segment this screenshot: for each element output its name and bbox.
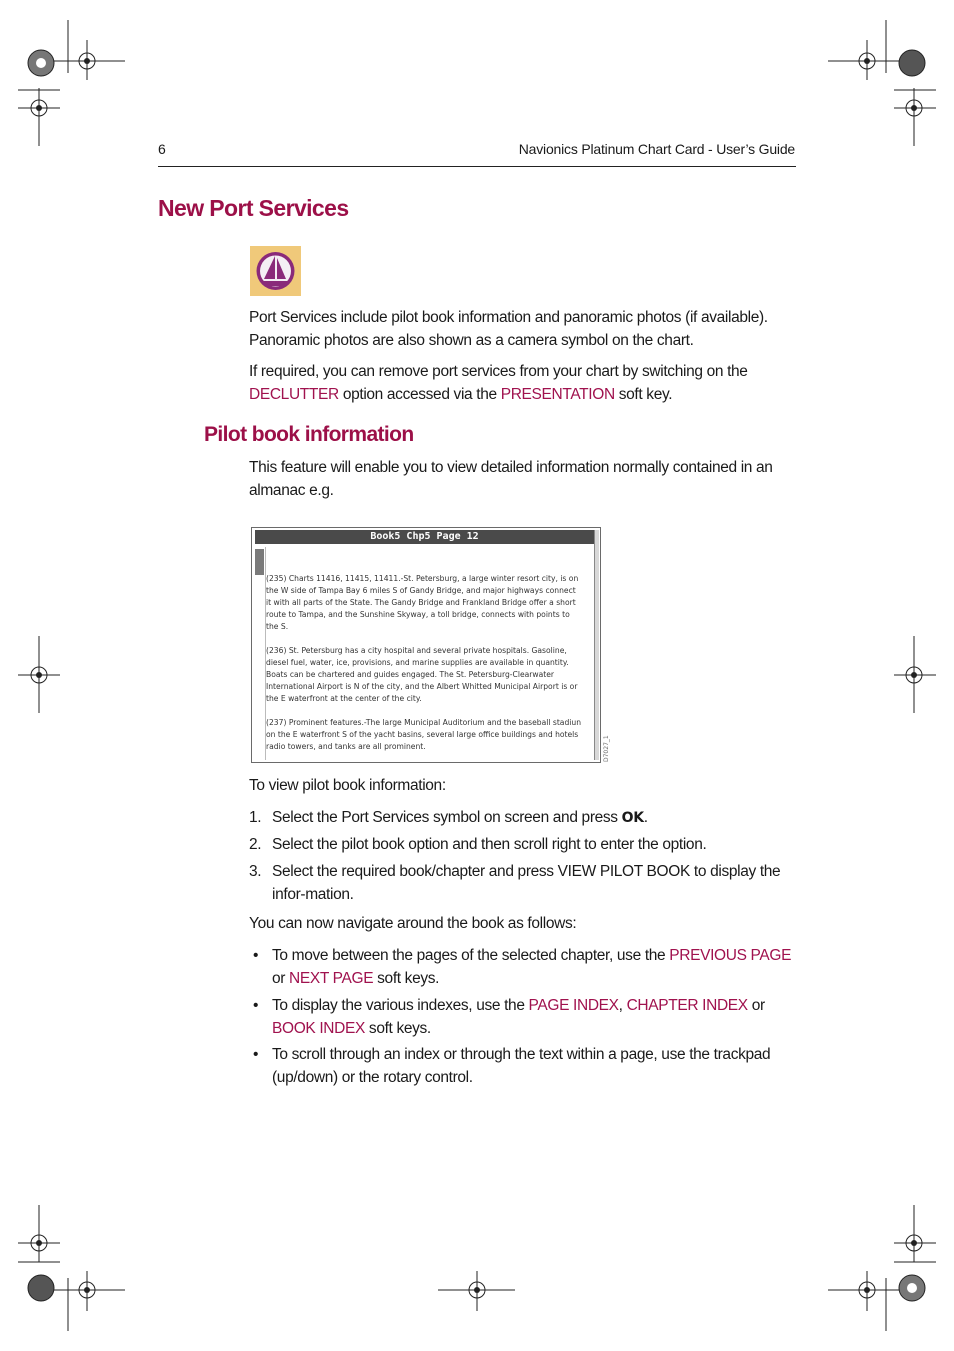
- step-number: 2.: [249, 836, 262, 853]
- book-index-keyword: BOOK INDEX: [272, 1020, 365, 1037]
- header-rule: [158, 166, 796, 167]
- step-text-end: .: [643, 809, 648, 826]
- bullet-item: [249, 944, 797, 992]
- step-number: 1.: [249, 809, 262, 826]
- bullet-mark: •: [253, 1046, 259, 1063]
- instructions-lead: To view pilot book information:: [249, 777, 446, 794]
- declutter-text-b: option accessed via the: [338, 386, 501, 403]
- step-item: [249, 860, 797, 908]
- previous-page-keyword: PREVIOUS PAGE: [669, 947, 792, 964]
- bullet-text: To move between the pages of the selected chapter, use the: [272, 947, 670, 964]
- pilot-book-screenshot: [251, 527, 601, 763]
- page-number: 6: [158, 141, 166, 157]
- declutter-paragraph: [249, 360, 797, 406]
- subsection-title: Pilot book information: [204, 423, 414, 446]
- port-services-description: Port Services include pilot book information and panoramic photos (if available). Panoramic photos are also shown as a camera symbol on the chart.: [249, 309, 768, 349]
- pilot-scrollbar-thumb: [255, 549, 264, 575]
- pilot-scrollbar-track: [254, 547, 266, 760]
- pilot-paragraph-236: (236) St. Petersburg has a city hospital and several private hospitals. Gasoline, diesel fuel, water, ice, provisions, and marine supplies are available in quantity. Boats can be chartered and guides engaged. The St. Petersburg-Clearwater International Airport is N of the city, and the Albert Whitted Municipal Airport is or the E waterfront at the center of the city.: [266, 646, 578, 703]
- pilot-paragraph-235: (235) Charts 11416, 11415, 11411.-St. Petersburg, a large winter resort city, is on the W side of Tampa Bay 6 miles S of Gandy Bridge, and major highways connect it with all parts of the State. The Gandy Bridge and Frankland Bridge offer a short route to Tampa, and the Sunshine Skyway, a toll bridge, connects with points to the S.: [266, 574, 579, 631]
- declutter-text-a: If required, you can remove port services from your chart by switching on the: [249, 363, 748, 380]
- step-item: [249, 806, 797, 830]
- pilot-book-intro: This feature will enable you to view detailed information normally contained in an almanac e.g.: [249, 459, 773, 499]
- step-bold-key: OK: [621, 810, 644, 826]
- declutter-text-c: soft key.: [614, 386, 673, 403]
- bullet-text: To scroll through an index or through the text within a page, use the trackpad (up/down) or the rotary control.: [272, 1046, 771, 1086]
- step-text: Select the pilot book option and then scroll right to enter the option.: [272, 836, 707, 853]
- bullet-text: To display the various indexes, use the: [272, 997, 529, 1014]
- presentation-keyword: PRESENTATION: [500, 386, 615, 403]
- navigation-lead: You can now navigate around the book as follows:: [249, 915, 577, 932]
- chapter-index-keyword: CHAPTER INDEX: [626, 997, 748, 1014]
- figure-code: D7027_1: [603, 735, 610, 762]
- step-item: [249, 833, 797, 857]
- step-text: Select the Port Services symbol on screen and press: [272, 809, 622, 826]
- next-page-keyword: NEXT PAGE: [289, 970, 374, 987]
- bullet-item: [249, 994, 797, 1042]
- bullet-item: [249, 1043, 797, 1091]
- bullet-text: soft keys.: [373, 970, 440, 987]
- bullet-mark: •: [253, 947, 259, 964]
- running-header-title: Navionics Platinum Chart Card - User’s Guide: [518, 141, 795, 157]
- pilot-right-frame: [594, 530, 599, 760]
- step-number: 3.: [249, 863, 262, 880]
- port-services-sailboat-icon: [250, 246, 301, 296]
- bullet-text: ,: [618, 997, 627, 1014]
- declutter-keyword: DECLUTTER: [249, 386, 339, 403]
- bullet-text: or: [272, 970, 290, 987]
- pilot-paragraph-237: (237) Prominent features.-The large Municipal Auditorium and the baseball stadiun on the E waterfront S of the yacht basins, several large office buildings and hotels radio towers, and tanks are all prominent.: [266, 718, 582, 751]
- bullet-text: or: [747, 997, 765, 1014]
- page-index-keyword: PAGE INDEX: [528, 997, 619, 1014]
- section-title: New Port Services: [158, 195, 349, 221]
- bullet-mark: •: [253, 997, 259, 1014]
- bullet-text: soft keys.: [364, 1020, 431, 1037]
- step-text: Select the required book/chapter and press VIEW PILOT BOOK to display the infor-mation.: [272, 863, 781, 903]
- pilot-book-titlebar: Book5 Chp5 Page 12: [255, 530, 594, 544]
